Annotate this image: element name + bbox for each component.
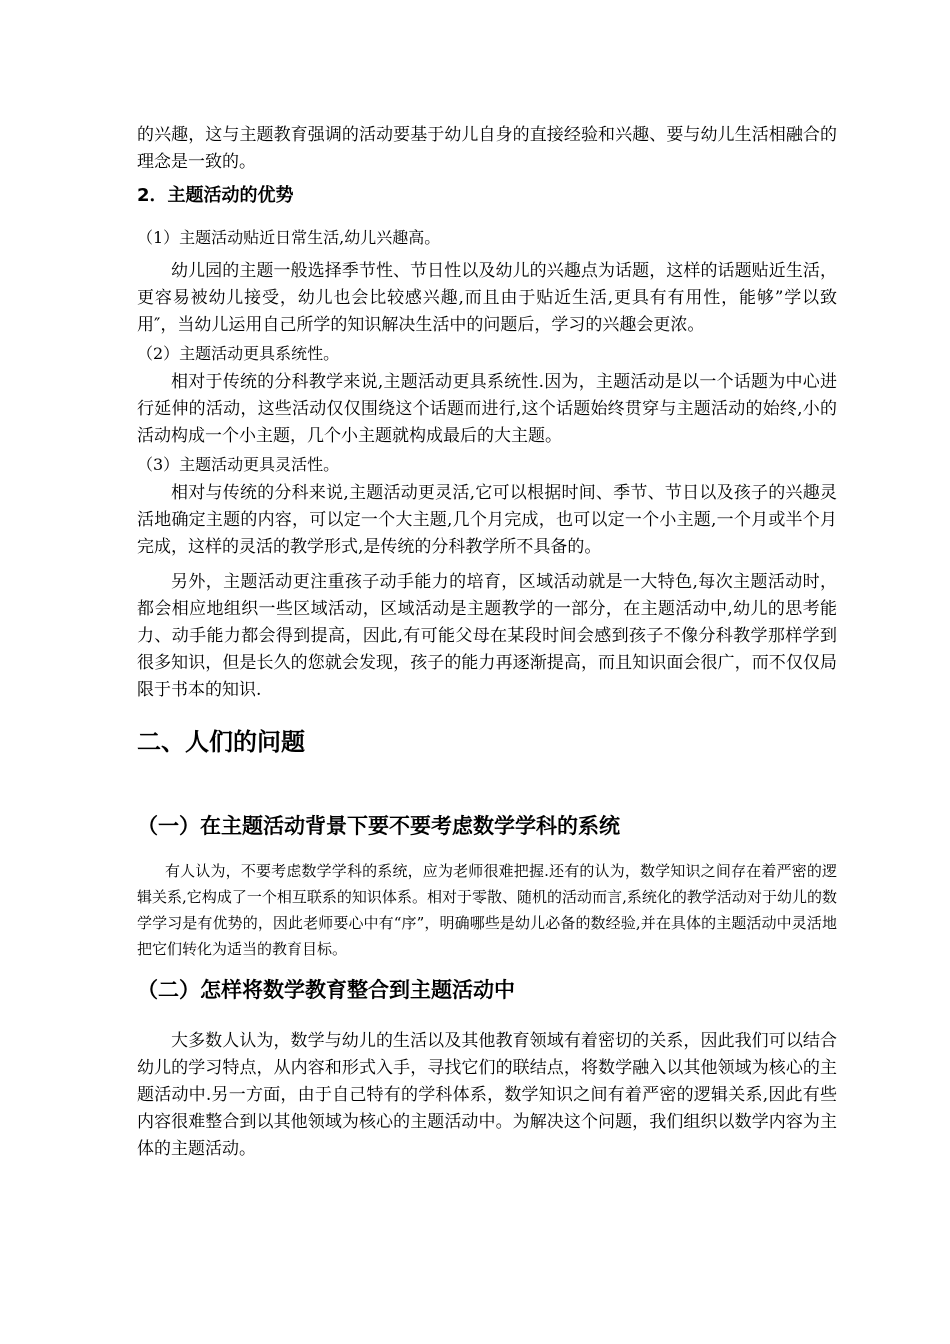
question-heading-1: （一）在主题活动背景下要不要考虑数学学科的系统 — [137, 814, 620, 838]
subheading-2: （2）主题活动更具系统性。 — [137, 344, 340, 363]
paragraph-2: 相对于传统的分科教学来说,主题活动更具系统性.因为，主题活动是以一个话题为中心进行延伸的活动，这些活动仅仅围绕这个话题而进行,这个话题始终贯穿与主题活动的始终,小的活动构成一个小主题，几个小主题就构成最后的大主题。 — [137, 372, 837, 446]
document-page — [137, 122, 837, 1163]
paragraph-4: 另外，主题活动更注重孩子动手能力的培育，区域活动就是一大特色,每次主题活动时，都会相应地组织一些区域活动，区域活动是主题教学的一部分，在主题活动中,幼儿的思考能力、动手能力都会得到提高，因此,有可能父母在某段时间会感到孩子不像分科教学那样学到很多知识，但是长久的您就会发现，孩子的能力再逐渐提高，而且知识面会很广，而不仅仅局限于书本的知识. — [137, 572, 837, 700]
paragraph-1: 幼儿园的主题一般选择季节性、节日性以及幼儿的兴趣点为话题，这样的话题贴近生活，更容易被幼儿接受，幼儿也会比较感兴趣,而且由于贴近生活,更具有有用性，能够”学以致用″，当幼儿运用自己所学的知识解决生活中的问题后，学习的兴趣会更浓。 — [137, 261, 837, 335]
subheading-3: （3）主题活动更具灵活性。 — [137, 455, 340, 474]
paragraph-intro: 的兴趣，这与主题教育强调的活动要基于幼儿自身的直接经验和兴趣、要与幼儿生活相融合的理念是一致的。 — [137, 125, 837, 172]
subheading-1: （1）主题活动贴近日常生活,幼儿兴趣高。 — [137, 228, 441, 247]
paragraph-5: 有人认为，不要考虑数学学科的系统，应为老师很难把握.还有的认为，数学知识之间存在着严密的逻辑关系,它构成了一个相互联系的知识体系。相对于零散、随机的活动而言,系统化的教学活动对于幼儿的数学学习是有优势的，因此老师要心中有“序”，明确哪些是幼儿必备的数经验,并在具体的主题活动中灵活地把它们转化为适当的教育目标。 — [137, 862, 837, 958]
section-heading-2: 二、人们的问题 — [137, 728, 305, 756]
question-heading-2: （二）怎样将数学教育整合到主题活动中 — [137, 978, 515, 1002]
paragraph-3: 相对与传统的分科来说,主题活动更灵活,它可以根据时间、季节、节日以及孩子的兴趣灵活地确定主题的内容，可以定一个大主题,几个月完成，也可以定一个小主题,一个月或半个月完成，这样的灵活的教学形式,是传统的分科教学所不具备的。 — [137, 483, 837, 557]
heading-advantage: 2．主题活动的优势 — [137, 185, 294, 206]
paragraph-6: 大多数人认为，数学与幼儿的生活以及其他教育领域有着密切的关系，因此我们可以结合幼儿的学习特点，从内容和形式入手，寻找它们的联结点，将数学融入以其他领域为核心的主题活动中.另一方面，由于自己特有的学科体系，数学知识之间有着严密的逻辑关系,因此有些内容很难整合到以其他领域为核心的主题活动中。为解决这个问题，我们组织以数学内容为主体的主题活动。 — [137, 1031, 837, 1159]
